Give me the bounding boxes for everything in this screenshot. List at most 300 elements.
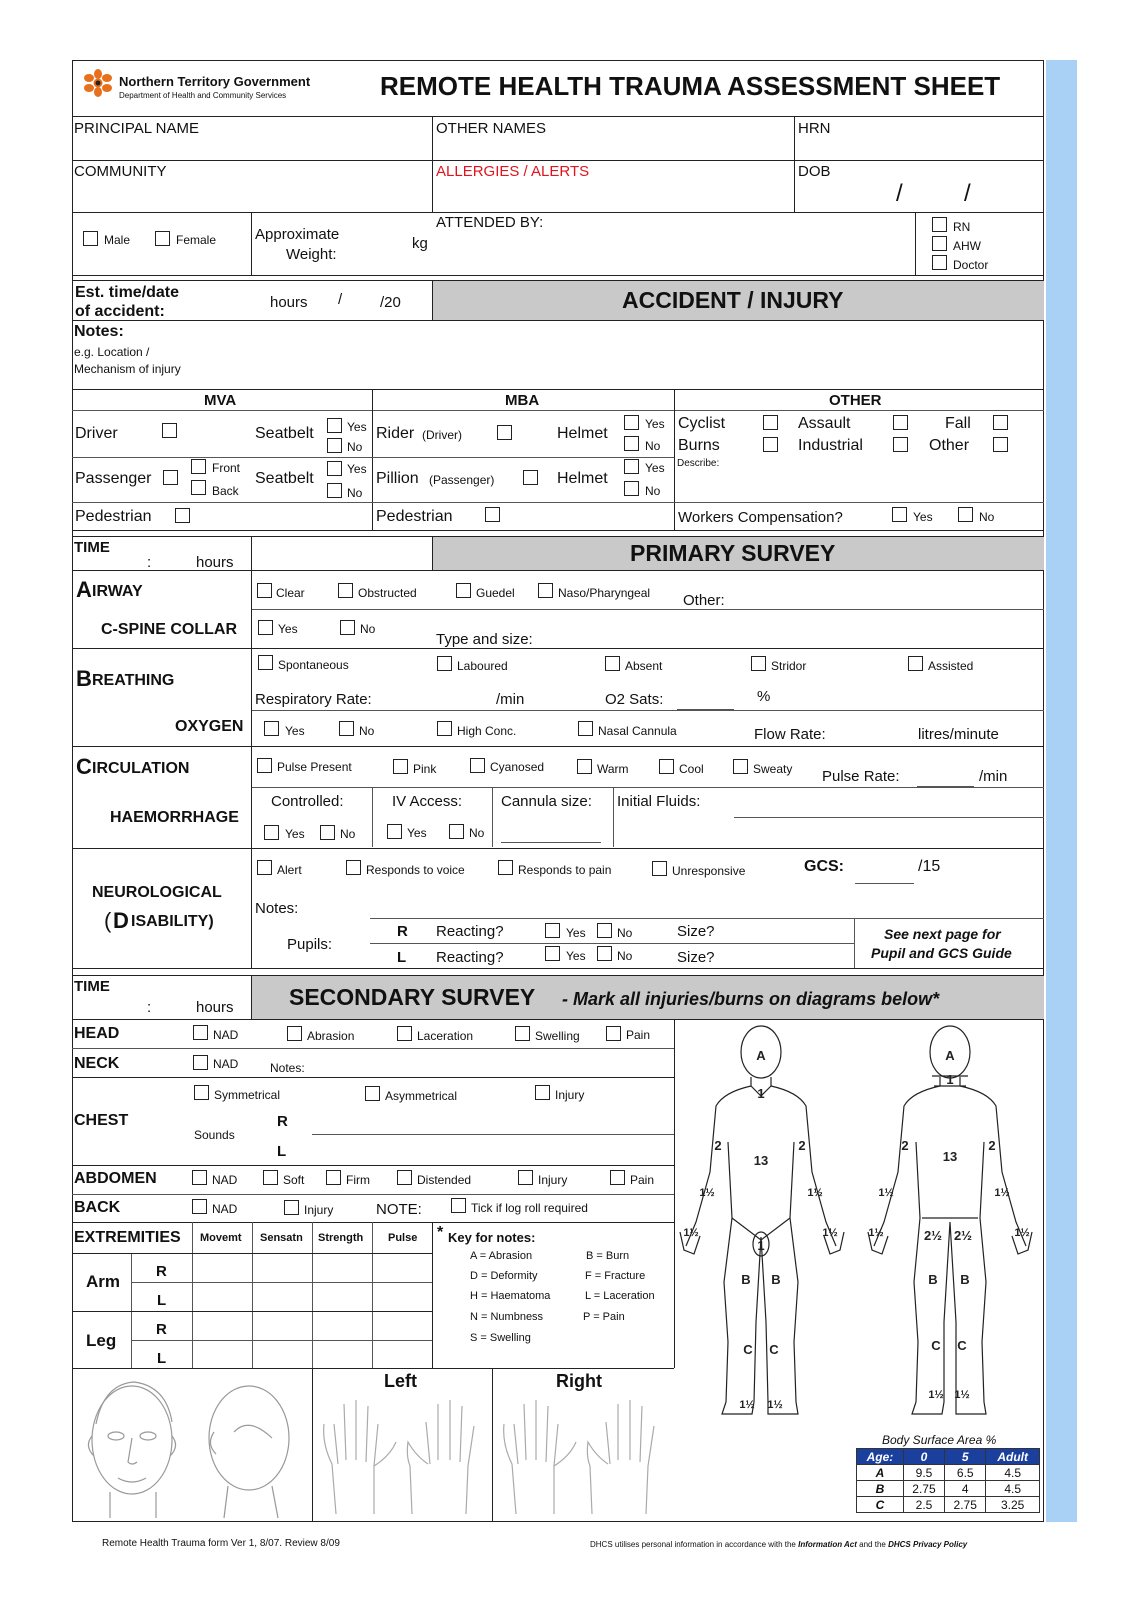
cyclist-label: Cyclist: [678, 415, 726, 432]
rn-checkbox[interactable]: [932, 217, 947, 232]
controlled-no-checkbox[interactable]: [320, 825, 335, 840]
seatbelt-label: Seatbelt: [255, 425, 314, 442]
neck-label: NECK: [74, 1055, 120, 1072]
body-label-1h: 1½: [683, 1227, 699, 1239]
fall-label: Fall: [945, 415, 971, 432]
bsa-cell: 4: [945, 1481, 986, 1497]
movement-header: Movemt: [200, 1232, 242, 1244]
back-checkbox[interactable]: [191, 480, 206, 495]
pupil-l-yes-checkbox[interactable]: [545, 946, 560, 961]
bsa-cell: 2.5: [903, 1497, 944, 1513]
spontaneous-checkbox[interactable]: [258, 655, 273, 670]
head-label: HEAD: [74, 1025, 120, 1042]
body-label-1: 1: [757, 1086, 765, 1101]
abdomen-soft-checkbox[interactable]: [263, 1170, 278, 1185]
footer-info-act: Information Act: [798, 1540, 857, 1549]
nasal-cannula-checkbox[interactable]: [578, 721, 593, 736]
bsa-table: [856, 1448, 1040, 1513]
rider-sub-label: (Driver): [422, 428, 462, 442]
asymmetrical-label: Asymmetrical: [385, 1089, 458, 1103]
mva-heading: MVA: [204, 392, 237, 409]
yes-label: Yes: [566, 949, 586, 963]
principal-name-field[interactable]: PRINCIPAL NAME: [74, 120, 200, 137]
neck-notes-label: Notes:: [270, 1061, 305, 1075]
industrial-checkbox[interactable]: [893, 437, 908, 452]
male-checkbox[interactable]: [83, 231, 98, 246]
secondary-time-label: TIME: [74, 978, 110, 995]
sounds-label: Sounds: [194, 1128, 235, 1142]
breathing-label: REATHING: [92, 672, 175, 689]
bsa-cell: A: [857, 1465, 904, 1481]
body-label-1h: 1½: [1014, 1227, 1030, 1239]
back-label: Back: [212, 484, 239, 498]
ntg-logo-icon: [80, 68, 116, 98]
oxygen-label: OXYGEN: [175, 718, 244, 735]
warm-label: Warm: [597, 762, 629, 776]
injury-label: Injury: [555, 1088, 585, 1102]
industrial-label: Industrial: [798, 437, 863, 454]
responds-voice-label: Responds to voice: [366, 863, 465, 877]
o2-sats-label: O2 Sats:: [605, 691, 664, 708]
no-label: No: [617, 949, 633, 963]
clear-label: Clear: [276, 586, 305, 600]
org-name: Northern Territory Government: [119, 74, 311, 89]
breathing-initial: B: [76, 666, 92, 691]
weight-label: Approximate: [255, 226, 340, 243]
guedel-label: Guedel: [476, 586, 515, 600]
size-l-label: Size?: [677, 949, 715, 966]
gcs-total-label: /15: [918, 858, 941, 875]
body-label-1h: 1½: [767, 1399, 783, 1411]
dob-separator: /: [896, 180, 903, 207]
other-label: Other: [929, 437, 970, 454]
female-checkbox[interactable]: [155, 231, 170, 246]
body-label-2h: 2½: [923, 1228, 943, 1243]
assault-checkbox[interactable]: [893, 415, 908, 430]
sweaty-label: Sweaty: [753, 762, 793, 776]
neurological-label: NEUROLOGICAL: [92, 884, 222, 901]
controlled-yes-checkbox[interactable]: [264, 825, 279, 840]
dob-field[interactable]: DOB: [798, 163, 831, 180]
circulation-label: IRCULATION: [92, 760, 190, 777]
body-label-1h: 1½: [739, 1399, 755, 1411]
neck-nad-checkbox[interactable]: [193, 1055, 208, 1070]
table-row: [857, 1465, 1040, 1481]
key-item: S = Swelling: [470, 1332, 531, 1344]
airway-initial: A: [76, 577, 92, 602]
bsa-header: Age:: [857, 1449, 904, 1465]
secondary-hours-label: hours: [196, 999, 234, 1016]
obstructed-label: Obstructed: [358, 586, 417, 600]
pulse-min-label: /min: [979, 768, 1008, 785]
driver-label: Driver: [75, 425, 118, 442]
notes-hint-2: Mechanism of injury: [74, 362, 181, 376]
abdomen-injury-checkbox[interactable]: [518, 1170, 533, 1185]
airway-clear-checkbox[interactable]: [257, 583, 272, 598]
symmetrical-label: Symmetrical: [214, 1088, 281, 1102]
stridor-checkbox[interactable]: [751, 656, 766, 671]
abdomen-firm-checkbox[interactable]: [326, 1170, 341, 1185]
no-label: No: [469, 826, 485, 840]
passenger-seatbelt-yes-checkbox[interactable]: [327, 461, 342, 476]
body-label-13: 13: [942, 1149, 958, 1164]
yes-label: Yes: [278, 622, 298, 636]
swelling-label: Swelling: [535, 1029, 580, 1043]
left-hand-label: Left: [384, 1371, 417, 1391]
body-label-b: B: [960, 1272, 970, 1287]
bsa-cell: C: [857, 1497, 904, 1513]
primary-survey-heading: PRIMARY SURVEY: [630, 540, 836, 566]
laceration-label: Laceration: [417, 1029, 474, 1043]
other-heading: OTHER: [829, 392, 882, 409]
left-hands-diagram[interactable]: [316, 1394, 490, 1518]
oxygen-yes-checkbox[interactable]: [264, 721, 279, 736]
bsa-header: Adult: [986, 1449, 1040, 1465]
key-title: Key for notes:: [448, 1230, 536, 1245]
body-label-2: 2: [714, 1138, 722, 1153]
driver-seatbelt-no-checkbox[interactable]: [327, 438, 342, 453]
time-colon: :: [147, 999, 152, 1016]
secondary-subheading: - Mark all injuries/burns on diagrams below*: [562, 989, 940, 1009]
body-label-1h: 1½: [868, 1227, 884, 1239]
doctor-checkbox[interactable]: [932, 255, 947, 270]
body-label-1h: 1½: [822, 1227, 838, 1239]
litres-label: litres/minute: [918, 726, 999, 743]
responds-pain-checkbox[interactable]: [498, 860, 513, 875]
abdomen-label: ABDOMEN: [74, 1170, 157, 1187]
accident-injury-heading: ACCIDENT / INJURY: [622, 287, 844, 313]
abrasion-label: Abrasion: [307, 1029, 355, 1043]
pink-checkbox[interactable]: [393, 759, 408, 774]
cool-label: Cool: [679, 762, 704, 776]
no-label: No: [645, 439, 661, 453]
injury-label: Injury: [538, 1173, 568, 1187]
log-roll-checkbox[interactable]: [451, 1198, 466, 1213]
chest-symmetrical-checkbox[interactable]: [194, 1085, 209, 1100]
mva-pedestrian-checkbox[interactable]: [175, 508, 190, 523]
back-injury-checkbox[interactable]: [284, 1200, 299, 1215]
chest-label: CHEST: [74, 1112, 129, 1129]
responds-voice-checkbox[interactable]: [346, 860, 361, 875]
head-abrasion-checkbox[interactable]: [287, 1026, 302, 1041]
date-separator: /: [338, 291, 343, 308]
back-label: BACK: [74, 1199, 121, 1216]
cspine-yes-checkbox[interactable]: [258, 620, 273, 635]
table-row: [857, 1481, 1040, 1497]
cspine-label: C-SPINE COLLAR: [101, 621, 237, 638]
controlled-label: Controlled:: [271, 793, 344, 810]
doctor-label: Doctor: [953, 258, 989, 272]
page-side-bar: [1046, 60, 1077, 1522]
oxygen-no-checkbox[interactable]: [339, 721, 354, 736]
cspine-no-checkbox[interactable]: [340, 620, 355, 635]
key-item: B = Burn: [586, 1250, 630, 1262]
leg-l-label: L: [157, 1350, 167, 1367]
body-label-1: 1: [757, 1238, 765, 1253]
head-swelling-checkbox[interactable]: [515, 1026, 530, 1041]
workers-comp-yes-checkbox[interactable]: [892, 507, 907, 522]
bsa-cell: 2.75: [945, 1497, 986, 1513]
rider-helmet-yes-checkbox[interactable]: [624, 415, 639, 430]
pupil-l-no-checkbox[interactable]: [597, 946, 612, 961]
high-conc-checkbox[interactable]: [437, 721, 452, 736]
page-title: REMOTE HEALTH TRAUMA ASSESSMENT SHEET: [380, 71, 1001, 101]
footer-privacy-policy: DHCS Privacy Policy: [888, 1540, 968, 1549]
pupils-label: Pupils:: [287, 936, 333, 953]
head-laceration-checkbox[interactable]: [397, 1026, 412, 1041]
pillion-helmet-yes-checkbox[interactable]: [624, 459, 639, 474]
airway-label: IRWAY: [92, 583, 143, 600]
face-diagram[interactable]: [74, 1372, 310, 1520]
chest-injury-checkbox[interactable]: [535, 1085, 550, 1100]
helmet-label: Helmet: [557, 470, 608, 487]
alert-label: Alert: [277, 863, 302, 877]
responds-pain-label: Responds to pain: [518, 863, 612, 877]
arm-label: Arm: [86, 1272, 121, 1291]
yes-label: Yes: [407, 826, 427, 840]
pillion-helmet-no-checkbox[interactable]: [624, 481, 639, 496]
key-item: L = Laceration: [585, 1290, 655, 1302]
abdomen-pain-checkbox[interactable]: [610, 1170, 625, 1185]
driver-seatbelt-yes-checkbox[interactable]: [327, 418, 342, 433]
yes-label: Yes: [347, 462, 367, 476]
unresponsive-label: Unresponsive: [672, 864, 746, 878]
pupil-r-label: R: [397, 923, 408, 940]
soft-label: Soft: [283, 1173, 305, 1187]
abdomen-nad-checkbox[interactable]: [192, 1170, 207, 1185]
bsa-cell: 9.5: [903, 1465, 944, 1481]
yes-label: Yes: [913, 510, 933, 524]
cool-checkbox[interactable]: [659, 759, 674, 774]
notes-hint: e.g. Location /: [74, 345, 150, 359]
yes-label: Yes: [285, 724, 305, 738]
absent-checkbox[interactable]: [605, 656, 620, 671]
pupil-r-yes-checkbox[interactable]: [545, 923, 560, 938]
nad-label: NAD: [212, 1173, 238, 1187]
pulse-present-label: Pulse Present: [277, 760, 352, 774]
bsa-title: Body Surface Area %: [882, 1433, 997, 1447]
attended-by-field[interactable]: ATTENDED BY:: [436, 214, 544, 231]
unresponsive-checkbox[interactable]: [652, 861, 667, 876]
seatbelt-label: Seatbelt: [255, 470, 314, 487]
see-next-page-note-2: Pupil and GCS Guide: [871, 945, 1012, 961]
no-label: No: [347, 486, 363, 500]
body-label-b: B: [771, 1272, 781, 1287]
naso-label: Naso/Pharyngeal: [558, 586, 651, 600]
yes-label: Yes: [645, 417, 665, 431]
head-pain-checkbox[interactable]: [606, 1026, 621, 1041]
cyanosed-checkbox[interactable]: [470, 758, 485, 773]
accident-hours-label: hours: [270, 294, 308, 311]
sweaty-checkbox[interactable]: [733, 759, 748, 774]
airway-naso-checkbox[interactable]: [538, 583, 553, 598]
dob-separator: /: [964, 180, 971, 207]
passenger-seatbelt-no-checkbox[interactable]: [327, 483, 342, 498]
key-asterisk: *: [437, 1224, 444, 1241]
leg-r-label: R: [156, 1321, 167, 1338]
pulse-header: Pulse: [388, 1232, 418, 1244]
pulse-present-checkbox[interactable]: [257, 758, 272, 773]
pink-label: Pink: [413, 762, 437, 776]
key-item: D = Deformity: [470, 1270, 538, 1282]
gcs-label: GCS:: [804, 858, 844, 875]
yes-label: Yes: [285, 827, 305, 841]
airway-other-label: Other:: [683, 592, 725, 609]
primary-hours-label: hours: [196, 554, 234, 571]
bsa-cell: B: [857, 1481, 904, 1497]
workers-comp-no-checkbox[interactable]: [958, 507, 973, 522]
allergies-field[interactable]: ALLERGIES / ALERTS: [436, 163, 590, 180]
body-label-c: C: [931, 1338, 941, 1353]
other-names-field[interactable]: OTHER NAMES: [436, 120, 547, 137]
no-label: No: [979, 510, 995, 524]
no-label: No: [360, 622, 376, 636]
chest-l-label: L: [277, 1143, 287, 1160]
sensation-header: Sensatn: [260, 1232, 303, 1244]
rn-label: RN: [953, 220, 971, 234]
see-next-page-note: See next page for: [884, 926, 1001, 942]
bsa-cell: 4.5: [986, 1465, 1040, 1481]
disability-initial: D: [113, 908, 129, 933]
time-colon: :: [147, 554, 152, 571]
burns-label: Burns: [678, 437, 720, 454]
disability-label: ISABILITY): [131, 913, 214, 930]
cyclist-checkbox[interactable]: [763, 415, 778, 430]
table-row: [857, 1497, 1040, 1513]
strength-header: Strength: [318, 1232, 364, 1244]
warm-checkbox[interactable]: [577, 759, 592, 774]
body-label-a: A: [945, 1048, 955, 1063]
body-label-1h: 1½: [928, 1389, 944, 1401]
body-label-1h: 1½: [878, 1187, 894, 1199]
pillion-checkbox[interactable]: [523, 470, 538, 485]
front-checkbox[interactable]: [191, 459, 206, 474]
airway-guedel-checkbox[interactable]: [456, 583, 471, 598]
type-size-label: Type and size:: [436, 631, 533, 648]
yes-label: Yes: [566, 926, 586, 940]
burns-checkbox[interactable]: [763, 437, 778, 452]
bsa-cell: 3.25: [986, 1497, 1040, 1513]
spontaneous-label: Spontaneous: [278, 658, 349, 672]
right-hand-label: Right: [556, 1371, 602, 1391]
iv-access-no-checkbox[interactable]: [449, 824, 464, 839]
iv-access-label: IV Access:: [392, 793, 463, 810]
org-dept: Department of Health and Community Services: [119, 91, 287, 100]
describe-label: Describe:: [677, 458, 720, 469]
assault-label: Assault: [798, 415, 851, 432]
female-label: Female: [176, 233, 217, 247]
workers-comp-label: Workers Compensation?: [678, 509, 843, 526]
head-nad-checkbox[interactable]: [193, 1025, 208, 1040]
body-label-13: 13: [753, 1153, 769, 1168]
log-roll-label: Tick if log roll required: [471, 1201, 588, 1215]
key-item: A = Abrasion: [470, 1250, 533, 1262]
body-label-a: A: [756, 1048, 766, 1063]
firm-label: Firm: [346, 1173, 370, 1187]
key-item: P = Pain: [583, 1311, 625, 1323]
bsa-header: 5: [945, 1449, 986, 1465]
rider-checkbox[interactable]: [497, 425, 512, 440]
reacting-r-label: Reacting?: [436, 923, 504, 940]
alert-checkbox[interactable]: [257, 860, 272, 875]
neuro-notes-label: Notes:: [255, 900, 299, 917]
chest-asymmetrical-checkbox[interactable]: [365, 1086, 380, 1101]
no-label: No: [340, 827, 356, 841]
bsa-cell: 4.5: [986, 1481, 1040, 1497]
assisted-checkbox[interactable]: [908, 656, 923, 671]
fall-checkbox[interactable]: [993, 415, 1008, 430]
reacting-l-label: Reacting?: [436, 949, 504, 966]
footer-privacy-text: and the: [859, 1540, 886, 1549]
cannula-size-label: Cannula size:: [501, 793, 592, 810]
back-nad-checkbox[interactable]: [192, 1199, 207, 1214]
body-label-1h: 1½: [807, 1187, 823, 1199]
body-label-1h: 1½: [954, 1389, 970, 1401]
body-label-1h: 1½: [699, 1187, 715, 1199]
est-time-label: Est. time/date: [75, 284, 180, 301]
key-item: N = Numbness: [470, 1311, 544, 1323]
pain-label: Pain: [630, 1173, 655, 1187]
other-checkbox[interactable]: [993, 437, 1008, 452]
kg-label: kg: [412, 235, 428, 252]
cyanosed-label: Cyanosed: [490, 760, 545, 774]
body-label-1: 1: [946, 1072, 954, 1087]
hrn-field[interactable]: HRN: [798, 120, 831, 137]
pillion-label: Pillion: [376, 470, 419, 487]
arm-r-label: R: [156, 1263, 167, 1280]
bsa-cell: 2.75: [903, 1481, 944, 1497]
airway-obstructed-checkbox[interactable]: [338, 583, 353, 598]
helmet-label: Helmet: [557, 425, 608, 442]
pupil-r-no-checkbox[interactable]: [597, 923, 612, 938]
laboured-checkbox[interactable]: [437, 656, 452, 671]
pupil-l-label: L: [397, 949, 407, 966]
nad-label: NAD: [213, 1057, 239, 1071]
ahw-label: AHW: [953, 239, 981, 253]
arm-l-label: L: [157, 1292, 167, 1309]
driver-checkbox[interactable]: [162, 423, 177, 438]
laboured-label: Laboured: [457, 659, 508, 673]
chest-r-label: R: [277, 1113, 288, 1130]
body-label-2: 2: [798, 1138, 806, 1153]
no-label: No: [347, 440, 363, 454]
abdomen-distended-checkbox[interactable]: [397, 1170, 412, 1185]
initial-fluids-label: Initial Fluids:: [617, 793, 701, 810]
resp-min-label: /min: [496, 691, 525, 708]
yes-label: Yes: [347, 420, 367, 434]
injury-label: Injury: [304, 1203, 334, 1217]
right-hands-diagram[interactable]: [496, 1394, 670, 1518]
circulation-initial: C: [76, 754, 92, 779]
mba-heading: MBA: [505, 392, 540, 409]
footer-privacy: [590, 1541, 967, 1549]
community-field[interactable]: COMMUNITY: [74, 163, 167, 180]
passenger-label: Passenger: [75, 470, 152, 487]
body-diagram[interactable]: [676, 1022, 1042, 1432]
flow-rate-label: Flow Rate:: [754, 726, 826, 743]
passenger-checkbox[interactable]: [163, 470, 178, 485]
notes-label: Notes:: [74, 323, 124, 340]
mba-pedestrian-checkbox[interactable]: [485, 507, 500, 522]
ahw-checkbox[interactable]: [932, 236, 947, 251]
body-label-c: C: [769, 1342, 779, 1357]
pillion-sub-label: (Passenger): [429, 473, 495, 487]
no-label: No: [645, 484, 661, 498]
stridor-label: Stridor: [771, 659, 807, 673]
body-label-c: C: [957, 1338, 967, 1353]
rider-helmet-no-checkbox[interactable]: [624, 436, 639, 451]
iv-access-yes-checkbox[interactable]: [387, 824, 402, 839]
